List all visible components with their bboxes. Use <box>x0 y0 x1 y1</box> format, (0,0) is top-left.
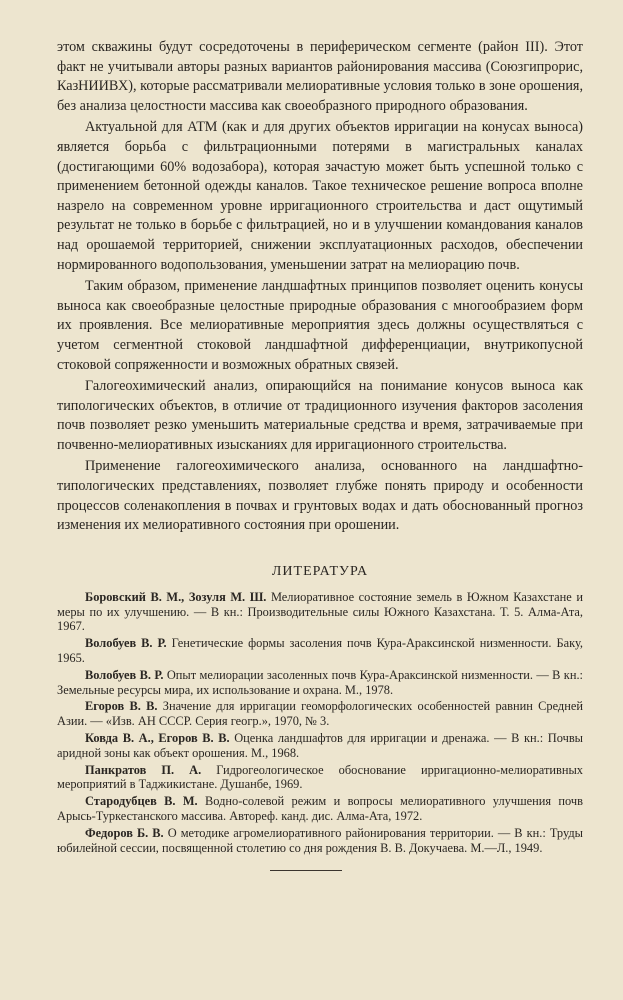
reference-item <box>57 731 583 761</box>
paragraph-1: этом скважины будут сосредоточены в периферическом сегменте (район III). Этот факт не учитывали авторы разных вариантов районирования массива (Союзгипрорис, КазНИИВХ), которые рассматривали мелиоративные условия только в зоне орошения, без анализа целостности массива как своеобразного природного образования. <box>57 39 583 114</box>
paragraph-5: Применение галогеохимического анализа, основанного на ландшафтно-типологических представлениях, позволяет глубже понять природу и особенности процессов соленакопления в почвах и грунтовых водах и дать обоснованный прогноз изменения их мелиоративного состояния при орошении. <box>57 458 583 534</box>
reference-text: Оценка ландшафтов для ирригации и дренажа. — В кн.: Почвы аридной зоны как объект орошения. М., 1968. <box>57 731 583 760</box>
reference-item <box>57 590 583 634</box>
reference-author: Ковда В. А., Егоров В. В. <box>85 731 230 746</box>
reference-item <box>57 794 583 824</box>
reference-item <box>57 763 583 793</box>
paragraph-3: Таким образом, применение ландшафтных принципов позволяет оценить конусы выноса как своеобразные целостные природные образования с многообразием форм их проявления. Все мелиоративные мероприятия здесь должны осуществляться с учетом сегментной стоковой ландшафтной дифференциации, внутрикопусной стоковой сопряженности и возможных обратных связей. <box>57 278 583 373</box>
reference-item <box>57 636 583 666</box>
reference-author: Волобуев В. Р. <box>85 667 164 682</box>
reference-author: Егоров В. В. <box>85 699 158 714</box>
references-heading: ЛИТЕРАТУРА <box>271 563 369 579</box>
reference-text: Генетические формы засоления почв Кура-Араксинской низменности. Баку, 1965. <box>57 636 583 666</box>
reference-author: Стародубцев В. М. <box>85 794 198 809</box>
reference-text: Гидрогеологическое обоснование ирригационно-мелиоративных мероприятий в Таджикистане. Душанбе, 1969. <box>57 762 583 792</box>
paragraph-4: Галогеохимический анализ, опирающийся на понимание конусов выноса как типологических объектов, в отличие от традиционного изучения факторов засоления почв позволяет резко уменьшить материальные средства и время, затрачиваемые при почвенно-мелиоративных изысканиях для ирригационного строительства. <box>57 378 583 453</box>
reference-author: Волобуев В. Р. <box>85 636 167 651</box>
paragraph-2: Актуальной для АТМ (как и для других объектов ирригации на конусах выноса) является борьба с фильтрационными потерями в магистральных каналах (достигающими 60% водозабора), которая зачастую может быть успешной только с применением бетонной одежды каналов. Такое техническое решение вопроса вполне назрело на современном уровне ирригационного строительства и даст ощутимый результат не только в борьбе с фильтрацией, но и в улучшении командования каналов над орошаемой территорией, снижении эксплуатационных расходов, обеспечении нормированного водопользования, уменьшении затрат на мелиорацию почв. <box>57 119 583 273</box>
body-text <box>57 38 583 536</box>
reference-item <box>57 699 583 729</box>
closing-rule <box>270 870 342 871</box>
reference-text: Мелиоративное состояние земель в Южном Казахстане и меры по их улучшению. — В кн.: Производительные силы Южного Казахстана. Т. 5. Алма-Ата, 1967. <box>57 589 583 634</box>
reference-author: Федоров Б. В. <box>85 825 164 840</box>
reference-text: Значение для ирригации геоморфологических особенностей равнин Средней Азии. — «Изв. АН СССР. Серия геогр.», 1970, № 3. <box>57 699 583 729</box>
reference-text: О методике агромелиоративного районирования территории. — В кн.: Труды юбилейной сессии, посвященной столетию со дня рождения В. В. Докучаева. М.—Л., 1949. <box>57 825 583 855</box>
reference-text: Опыт мелиорации засоленных почв Кура-Араксинской низменности. — В кн.: Земельные ресурсы мира, их использование и охрана. М., 1978. <box>57 667 583 697</box>
references-list <box>57 590 583 856</box>
reference-item <box>57 826 583 856</box>
reference-author: Панкратов П. А. <box>85 762 202 777</box>
reference-author: Боровский В. М., Зозуля М. Ш. <box>85 589 267 604</box>
reference-item <box>57 668 583 698</box>
reference-text: Водно-солевой режим и вопросы мелиоративного улучшения почв Арысь-Туркестанского массива. Автореф. канд. дис. Алма-Ата, 1972. <box>57 794 584 823</box>
